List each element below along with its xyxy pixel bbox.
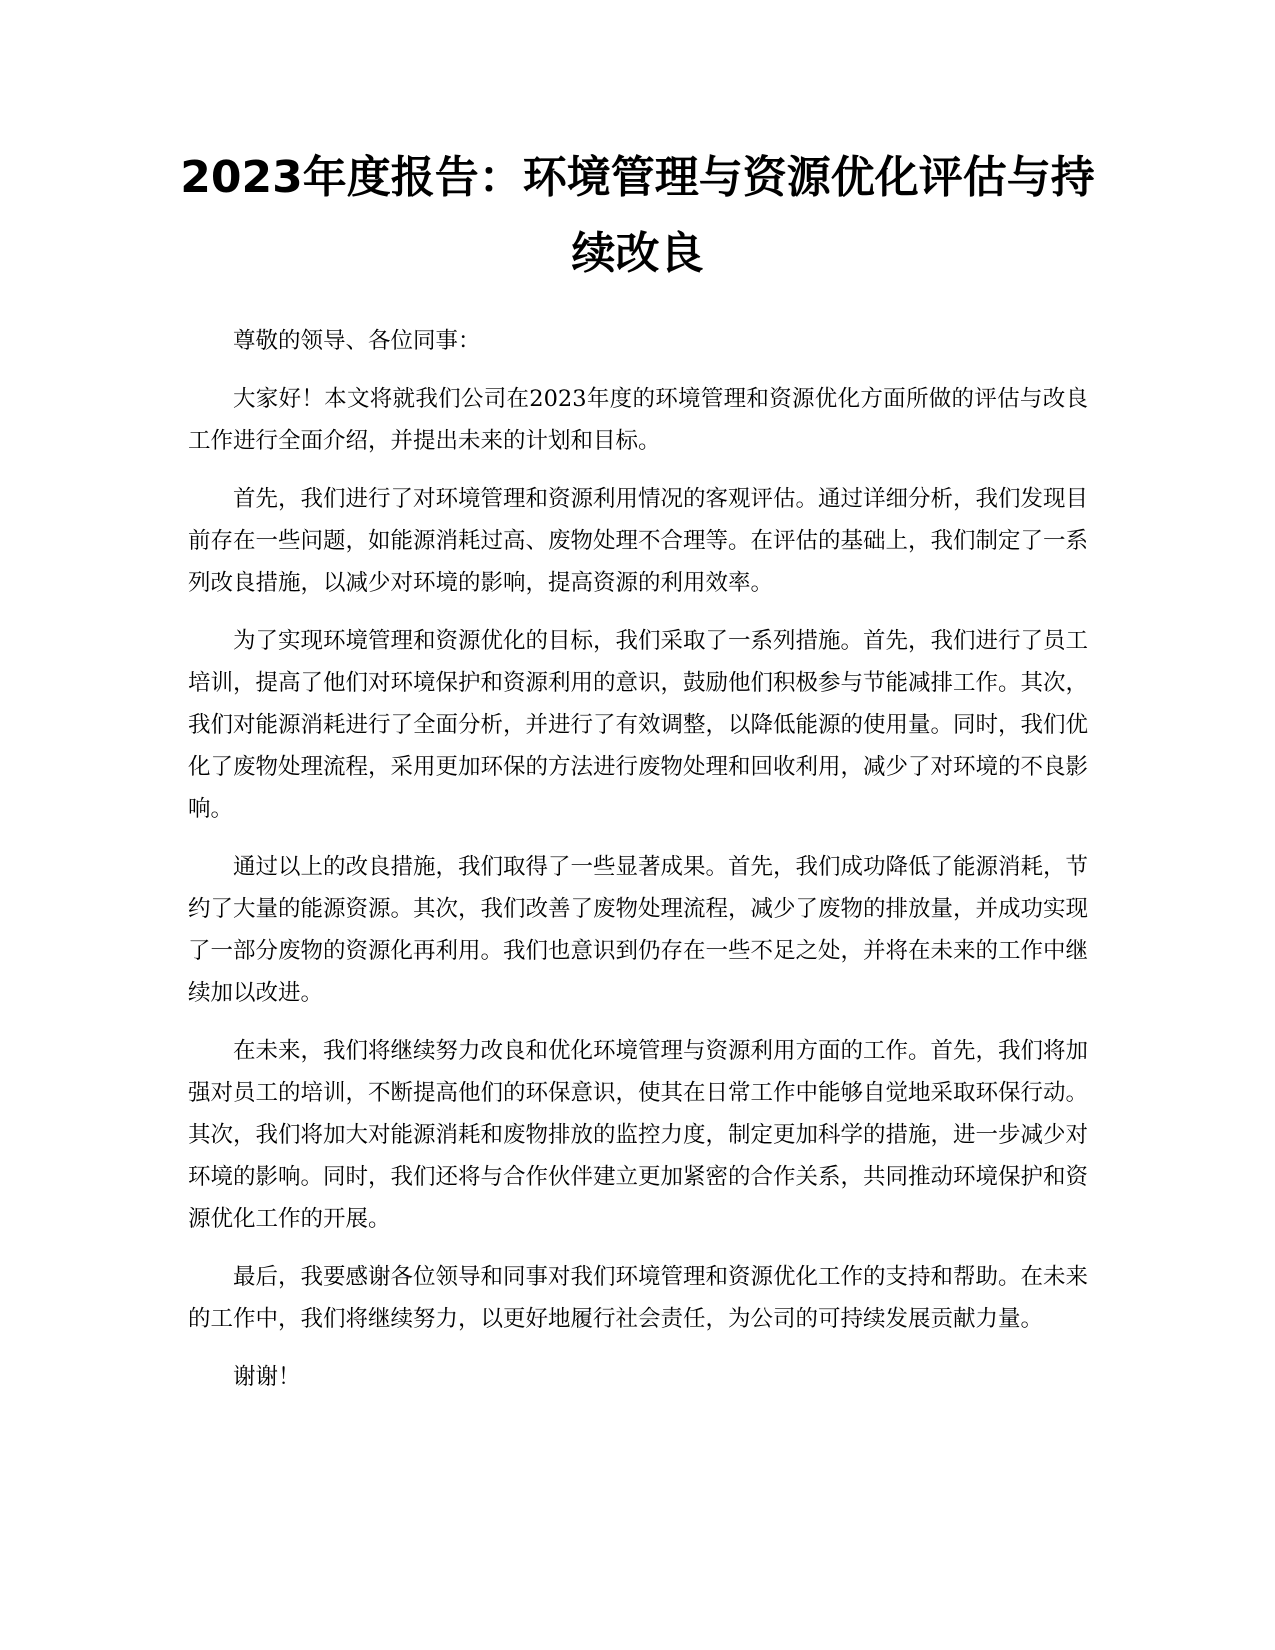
- assessment-paragraph: 首先，我们进行了对环境管理和资源利用情况的客观评估。通过详细分析，我们发现目前存在一些问题，如能源消耗过高、废物处理不合理等。在评估的基础上，我们制定了一系列改良措施，以减少对环境的影响，提高资源的利用效率。: [188, 486, 1089, 596]
- salutation-paragraph: 尊敬的领导、各位同事：: [233, 328, 481, 354]
- results-paragraph: 通过以上的改良措施，我们取得了一些显著成果。首先，我们成功降低了能源消耗，节约了大量的能源资源。其次，我们改善了废物处理流程，减少了废物的排放量，并成功实现了一部分废物的资源化再利用。我们也意识到仍存在一些不足之处，并将在未来的工作中继续加以改进。: [188, 854, 1089, 1006]
- future-plan-paragraph: 在未来，我们将继续努力改良和优化环境管理与资源利用方面的工作。首先，我们将加强对员工的培训，不断提高他们的环保意识，使其在日常工作中能够自觉地采取环保行动。其次，我们将加大对能源消耗和废物排放的监控力度，制定更加科学的措施，进一步减少对环境的影响。同时，我们还将与合作伙伴建立更加紧密的合作关系，共同推动环境保护和资源优化工作的开展。: [188, 1038, 1089, 1232]
- acknowledgement-paragraph: 最后，我要感谢各位领导和同事对我们环境管理和资源优化工作的支持和帮助。在未来的工作中，我们将继续努力，以更好地履行社会责任，为公司的可持续发展贡献力量。: [188, 1264, 1089, 1332]
- document-title: 2023年度报告：环境管理与资源优化评估与持续改良: [180, 152, 1095, 279]
- document-body: [188, 320, 1088, 1414]
- intro-paragraph: 大家好！本文将就我们公司在2023年度的环境管理和资源优化方面所做的评估与改良工作进行全面介绍，并提出未来的计划和目标。: [188, 386, 1088, 454]
- measures-paragraph: 为了实现环境管理和资源优化的目标，我们采取了一系列措施。首先，我们进行了员工培训，提高了他们对环境保护和资源利用的意识，鼓励他们积极参与节能减排工作。其次，我们对能源消耗进行了全面分析，并进行了有效调整，以降低能源的使用量。同时，我们优化了废物处理流程，采用更加环保的方法进行废物处理和回收利用，减少了对环境的不良影响。: [188, 628, 1089, 822]
- closing-paragraph: 谢谢！: [233, 1364, 301, 1390]
